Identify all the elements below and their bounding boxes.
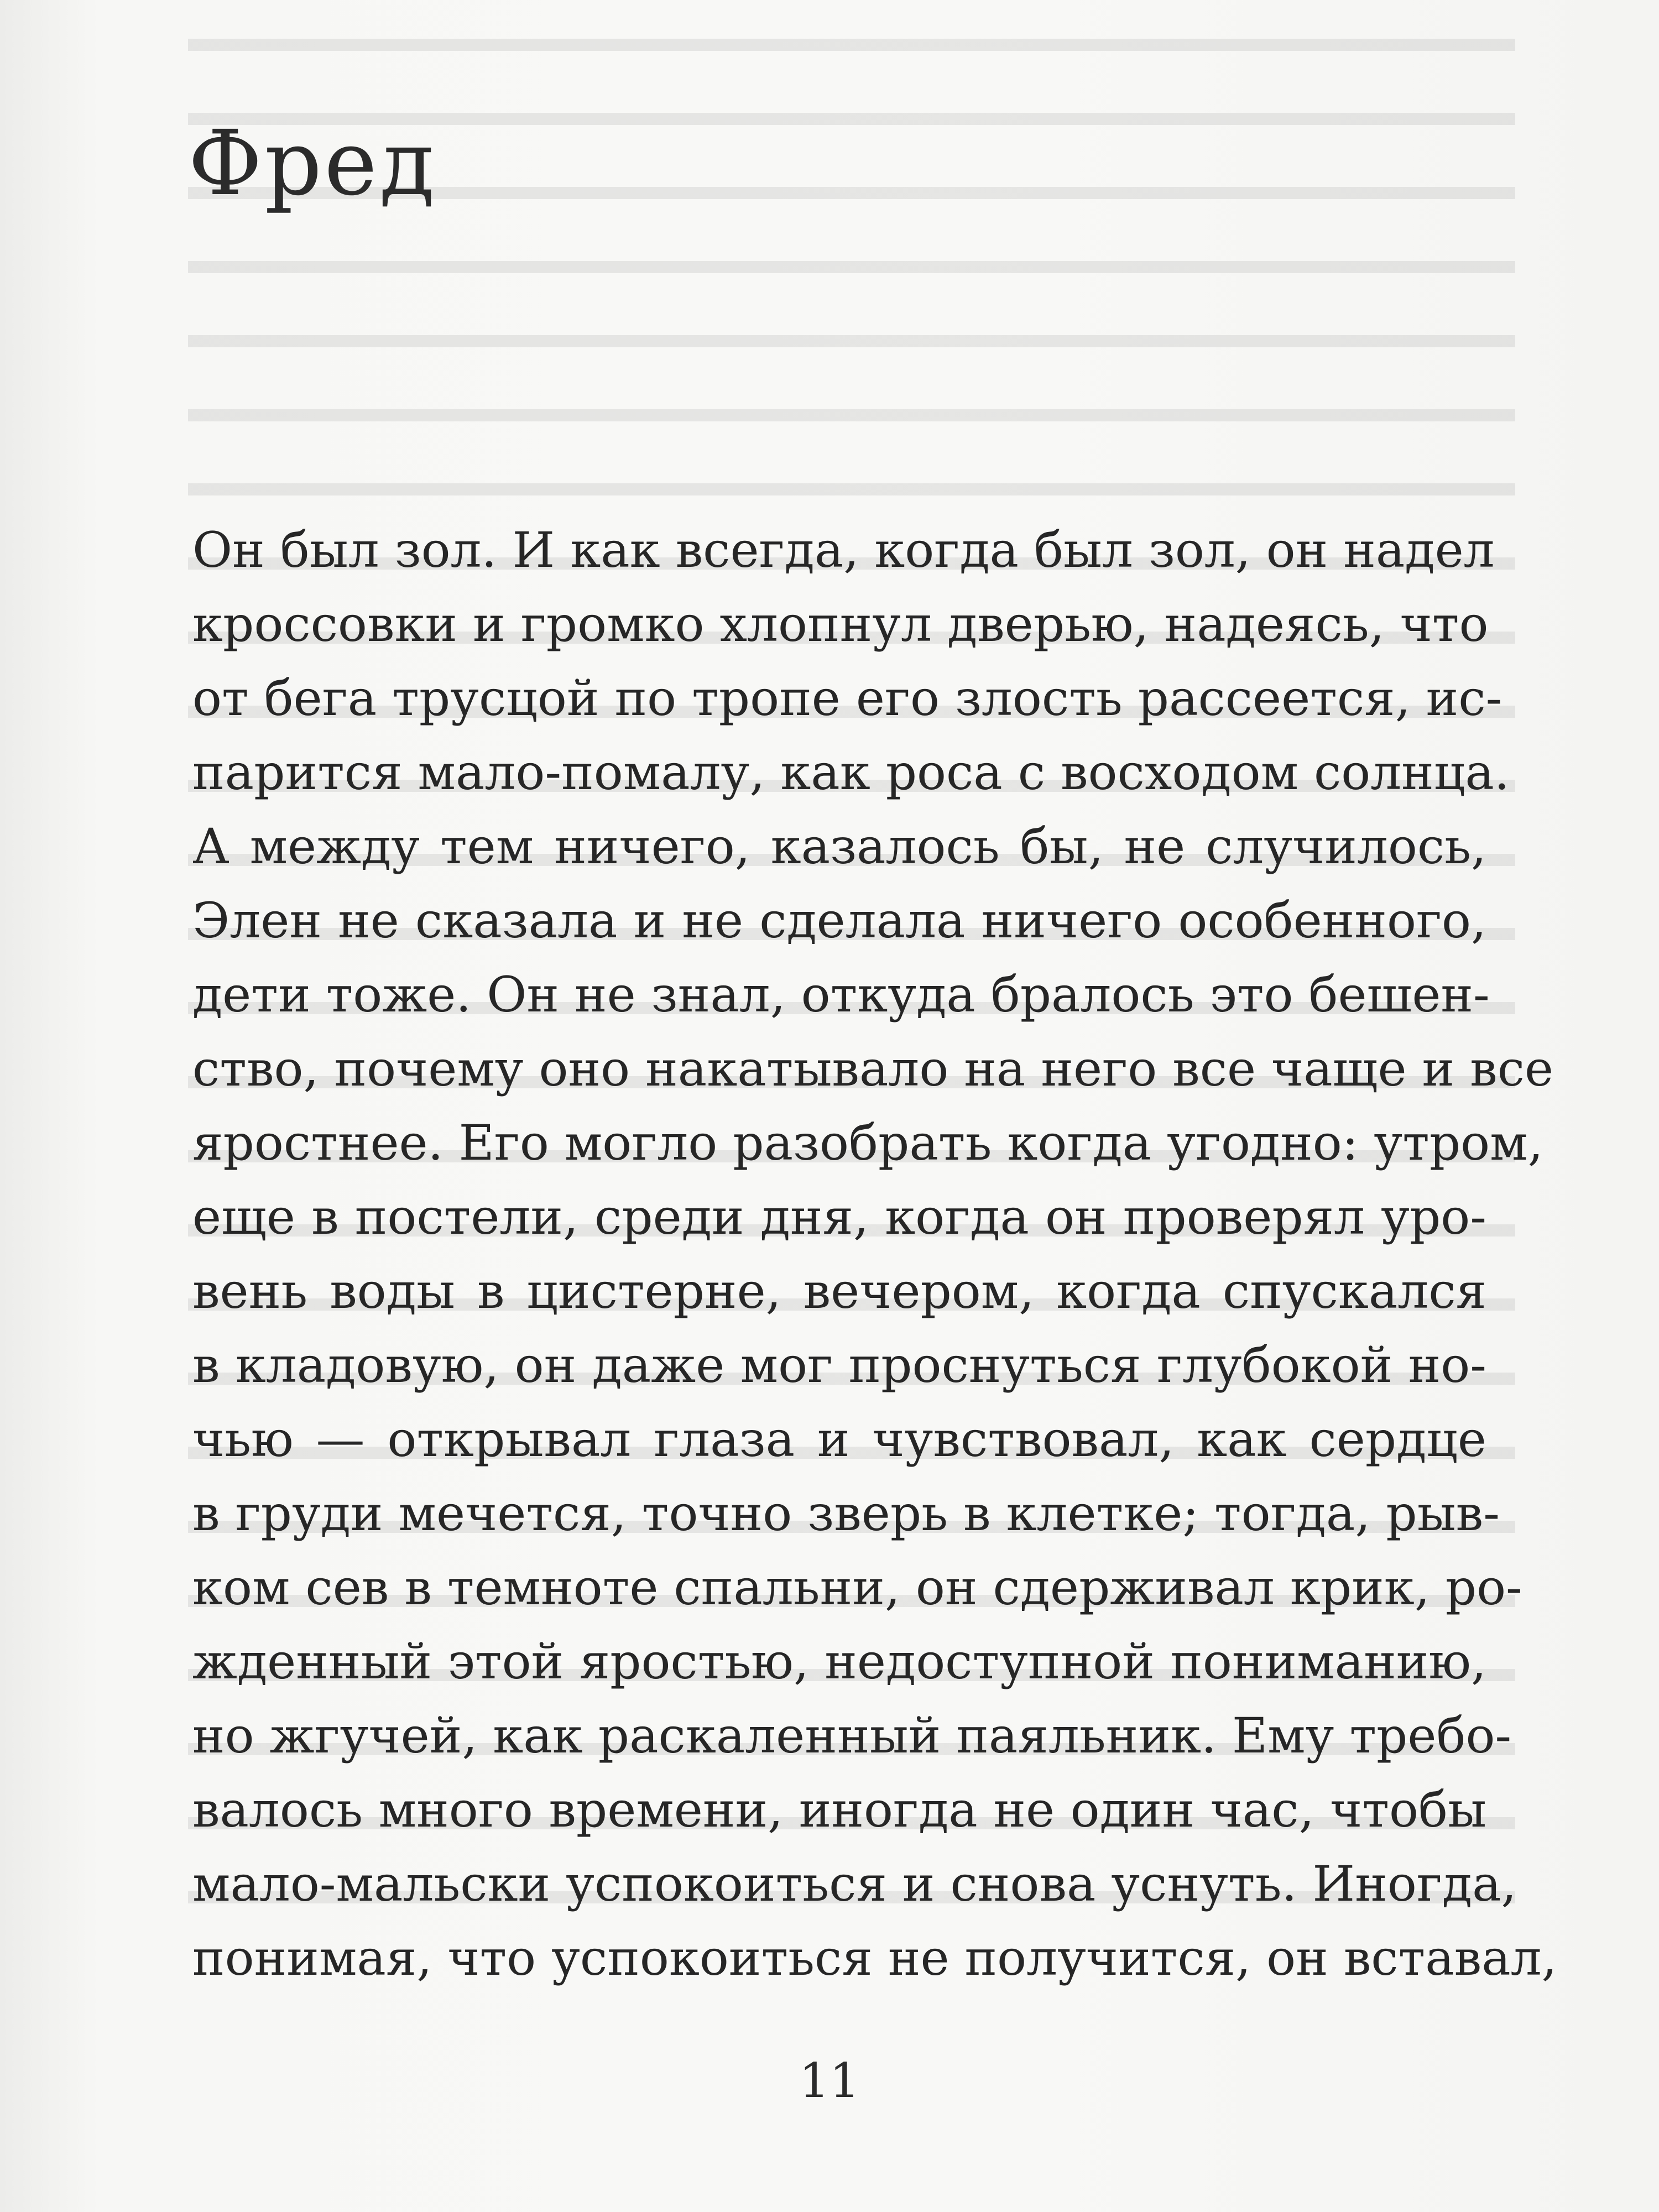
text-line: ство, почему оно накатывало на него все чаще и все <box>192 1040 1554 1097</box>
text-line: в груди мечется, точно зверь в клетке; тогда, рыв- <box>192 1485 1500 1542</box>
text-line: Он был зол. И как всегда, когда был зол, он надел <box>192 521 1495 578</box>
text-line: но жгучей, как раскаленный паяльник. Ему требо- <box>192 1707 1512 1764</box>
text-line: дети тоже. Он не знал, откуда бралось это бешен- <box>192 966 1490 1023</box>
text-line: валось много времени, иногда не один час, чтобы <box>192 1781 1486 1838</box>
text-line: в кладовую, он даже мог проснуться глубокой но- <box>192 1337 1486 1394</box>
text-line: парится мало-помалу, как роса с восходом солнца. <box>192 744 1510 801</box>
body-text <box>192 513 1557 1995</box>
text-line: кроссовки и громко хлопнул дверью, надеясь, что <box>192 596 1489 653</box>
text-line: мало-мальски успокоиться и снова уснуть. Иногда, <box>192 1855 1517 1912</box>
text-line: понимая, что успокоиться не получится, он вставал, <box>192 1929 1557 1986</box>
text-line: ком сев в темноте спальни, он сдерживал крик, ро- <box>192 1559 1522 1616</box>
page-number: 11 <box>799 2053 860 2109</box>
text-line: А между тем ничего, казалось бы, не случилось, <box>192 818 1486 875</box>
text-line: жденный этой яростью, недоступной пониманию, <box>192 1633 1486 1690</box>
text-line: Элен не сказала и не сделала ничего особенного, <box>192 892 1486 949</box>
text-line: чью — открывал глаза и чувствовал, как сердце <box>192 1411 1486 1468</box>
text-line: вень воды в цистерне, вечером, когда спускался <box>192 1262 1486 1319</box>
text-line: от бега трусцой по тропе его злость рассеется, ис- <box>192 670 1503 727</box>
text-line: еще в постели, среди дня, когда он проверял уро- <box>192 1188 1486 1245</box>
chapter-title: Фред <box>188 112 437 216</box>
text-line: яростнее. Его могло разобрать когда угодно: утром, <box>192 1114 1543 1171</box>
